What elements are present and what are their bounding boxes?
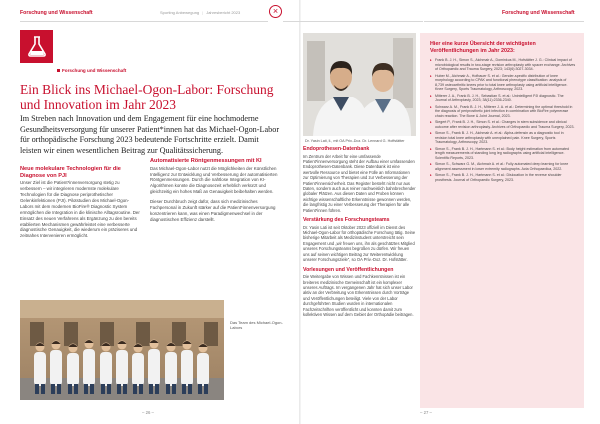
team-photo <box>20 300 224 400</box>
triangle-bullet-icon: ▸ <box>430 104 432 109</box>
publication-text: Mitterer J. A., Frank B. J. H., Sebastian S. et al.: Unintelligent PJI diagnostic. The Journal of Arthroplasty, 2023; 38(11):2336-2340. <box>435 93 564 103</box>
publication-text: Huber M., Aichmair A., Hofbauer S. et al.: Gender-specific distribution of knee morphology according to CPAK and functional phenotype classification: analysis of 8,739 osteoarthritic knees prior to total knee arthroplasty using artificial intelligence. Knee Surgery, Sports Traumatology, Arthroscopy, 2023. <box>435 73 568 92</box>
close-icon: × <box>269 5 282 18</box>
publication-text: Simon S., Frank B. J. H., Hartmann S. et al.: Body height estimation from automated length measurements of standing long leg radiographs using artificial intelligence. Scientific Reports, 2023. <box>435 146 570 160</box>
column-ki-body-1: Das Michael-Ogon-Labor nutzt die Möglichkeiten der Künstlichen Intelligenz zur Entwicklung und Verbesserung der automatisierten Röntgenmessungen. Durch die nahtlose Integration von KI-Algorithmen konnte die Diagnosezeit erheblich verkürzt und gleichzeitig ein hohes Maß an Genauigkeit beibehalten werden. <box>150 165 278 195</box>
publication-item <box>430 105 576 119</box>
publication-item <box>430 173 576 182</box>
header-rule-left <box>20 21 268 22</box>
running-header-right: Forschung und Wissenschaft <box>502 10 575 16</box>
page-number-right: – 27 – <box>420 410 432 415</box>
duo-photo-caption: Dr. Yasin Lati, li., mit OA Priv.-Doz. Dr. Lennard G. Hoffstätter <box>305 139 405 143</box>
team-heading: Verstärkung des Forschungsteams <box>303 217 390 224</box>
publication-text: Frank B. J. H., Simon S., Aichmair A., Dominkus M., Hofstätter J. G.: Clinical impact of microbiological results in two-stage revision arthroplasty with spacer exchange. Archives of Orthopaedic and Trauma Surgery, 2023; 143(6):3027-3034. <box>435 58 576 72</box>
triangle-bullet-icon: ▸ <box>430 58 432 63</box>
publication-item <box>430 162 576 171</box>
publication-item <box>430 131 576 145</box>
column-pji-body: Unser Ziel ist die Patient*innenversorgung stetig zu verbessern – wir integrieren modernste molekulare Technologien für die Diagnose periprothetischer Gelenkinfektionen (PJI). Pilotstudien des Michael-Ogon-Labors mit dem modernen BioFire® Diagnostic System ermöglichen die Integration in die klinische Alltagsroutine. Der Einsatz des neuen Verfahrens als Ergänzung zu den bereits etablierten Mechanismen gewährleistet eine verbesserte diagnostische Genauigkeit, die wiederum ein präziseres und zeitnahes Intervenieren ermöglicht. <box>20 180 140 239</box>
kicker-bullet <box>57 69 60 72</box>
publications-list <box>430 58 576 182</box>
lectures-heading: Vorlesungen und Veröffentlichungen <box>303 266 394 273</box>
column-ki-heading: Automatisierte Röntgenmessungen mit KI <box>150 158 262 164</box>
publication-item <box>430 58 576 72</box>
column-ki-body-2: Dieser Durchbruch zeigt dafür, dass sich medizinisches Fachpersonal in Zukunft stärker auf die Patient*innenversorgung konzentrieren kann, was einen Paradigmenwechsel in der diagnostischen Effizienz darstellt. <box>150 199 276 222</box>
running-header-middle-b: Jahresbericht 2023 <box>206 10 241 15</box>
publications-heading: Hier eine kurze Übersicht der wichtigsten Veröffentlichungen im Jahr 2023: <box>430 41 536 54</box>
page-number-left: – 26 – <box>142 410 154 415</box>
triangle-bullet-icon: ▸ <box>430 162 432 167</box>
team-photo-caption: Das Team des Michael-Ogon-Labors <box>230 320 283 330</box>
database-heading: Endoprothesen-Datenbank <box>303 146 370 152</box>
running-header-middle-a: Sporting Anbewegung <box>160 10 200 15</box>
team-body: Dr. Yasin Lati ist seit Oktober 2023 offiziell im Dienst des Michael-Ogon-Labor für orthopädische Forschung tätig. Seine bisherige Mitarbeit als Medizinstudent unterstreicht sein Engagement und „wir freuen uns, ihn als geschätztes Mitglied unseres Forschungsteams begrüßen zu dürfen. Wir freuen uns auf seinen wichtigen Beitrag zur Weiterentwicklung unserer Forschungsziele“, so OA Priv.-Doz. Dr. Hofstätter. <box>303 224 416 263</box>
section-kicker: Forschung und Wissenschaft <box>62 68 127 73</box>
right-column <box>303 146 416 321</box>
publications-box <box>420 33 584 408</box>
publication-item <box>430 94 576 103</box>
triangle-bullet-icon: ▸ <box>430 131 432 136</box>
publication-item <box>430 74 576 92</box>
publication-item <box>430 120 576 129</box>
publication-text: Simon S., Frank B. J. H., Aichmair A. et al.: Alpha-defensin as a diagnostic tool in revision total knee arthroplasty with unexplained pain. Knee Surgery, Sports Traumatology, Arthroscopy, 2023. <box>435 131 564 145</box>
publication-text: Schwarz A. M., Frank B. J. H., Mitterer J. A. et al.: Determining the optimal threshold in the diagnosis of periprosthetic joint infection in combination with BioFire polymerase chain reaction. The Bone & Joint Journal, 2023. <box>435 104 573 118</box>
duo-photo <box>303 33 416 136</box>
running-header-middle <box>160 10 240 15</box>
page-gutter <box>299 0 301 424</box>
publication-text: Simon S., Frank B. J. H., Hartmann S. et al.: Dislocation in the reverse shoulder prosthesis. Journal of Orthopaedic Surgery, 2023. <box>435 173 562 182</box>
triangle-bullet-icon: ▸ <box>430 93 432 98</box>
column-pji <box>20 166 140 243</box>
column-ki <box>150 158 278 227</box>
triangle-bullet-icon: ▸ <box>430 73 432 78</box>
article-lead: Im Streben nach Innovation und dem Engagement für eine hochmoderne Gesundheitsversorgung für unserer Patient*innen hat das Michael-Ogon-Labor für orthopädische Forschung 2023 bedeutende Fortschritte erzielt. Damit leisten wir einen wesentlichen Beitrag zur Qualitätssicherung. <box>20 114 280 155</box>
separator: | <box>202 10 204 15</box>
running-header-left: Forschung und Wissenschaft <box>20 10 93 16</box>
publication-item <box>430 147 576 161</box>
triangle-bullet-icon: ▸ <box>430 173 432 178</box>
publication-text: Simon S., Schwarz G. M., Aichmair A. et al.: Fully automated deep learning for knee alignment assessment in lower extremity radiographs. Acta Orthopaedica, 2022. <box>435 162 569 171</box>
publication-text: Siegert P., Frank B. J. H., Simon S. et al.: Changes in stem subsidence and clinical outcome after revision arthroplasty. Archives of Orthopaedic and Trauma Surgery, 2023. <box>435 120 575 129</box>
lectures-body: Die Weitergabe von Wissen und Fachkenntnissen ist ein breiteres medizinische Gemeinschaft ist ein komplexer unseres Auftrags. Im vergangenen Jahr hat sich unser Labor aktiv an der Verbreitung von Erkenntnissen durch Vorträge und Veröffentlichungen beteiligt. Viele von der Labor durchgeführten Studien wurden in internationalen Fachzeitschriften veröffentlicht und konnten damit zum kollektiven Wissen auf dem Gebiet der Orthopädie beitragen. <box>303 274 414 317</box>
triangle-bullet-icon: ▸ <box>430 146 432 151</box>
database-body: Im Zentrum der Arbeit für eine umfassende Patient*innenversorgung steht der Aufbau einer umfassenden Endoprothesen-Datenbank. Diese Datenbank ist eine wertvolle Ressource und bietet eine Fülle an Informationen zur Optimierung von Therapien und zur Verbesserung der Patient*innensicherheit. Das Register besteht nicht nur aus Daten, sondern auch aus reiner nachweislich bahnbrechender globaler Plätzen. Aus diesen Daten und Proben können wichtige wissenschaftliche Erkenntnisse gewonnen werden, die langfristig zu einer Verbesserung der Therapien für alle Patient*innen führen. <box>303 153 416 213</box>
article-title: Ein Blick ins Michael-Ogon-Labor: Forschung und Innovation im Jahr 2023 <box>20 82 274 112</box>
column-pji-heading: Neue molekulare Technologien für die Diagnose von PJI <box>20 166 121 179</box>
header-rule-right <box>424 21 584 22</box>
header-rule-middle <box>283 21 423 22</box>
flask-icon <box>20 30 53 63</box>
triangle-bullet-icon: ▸ <box>430 120 432 125</box>
